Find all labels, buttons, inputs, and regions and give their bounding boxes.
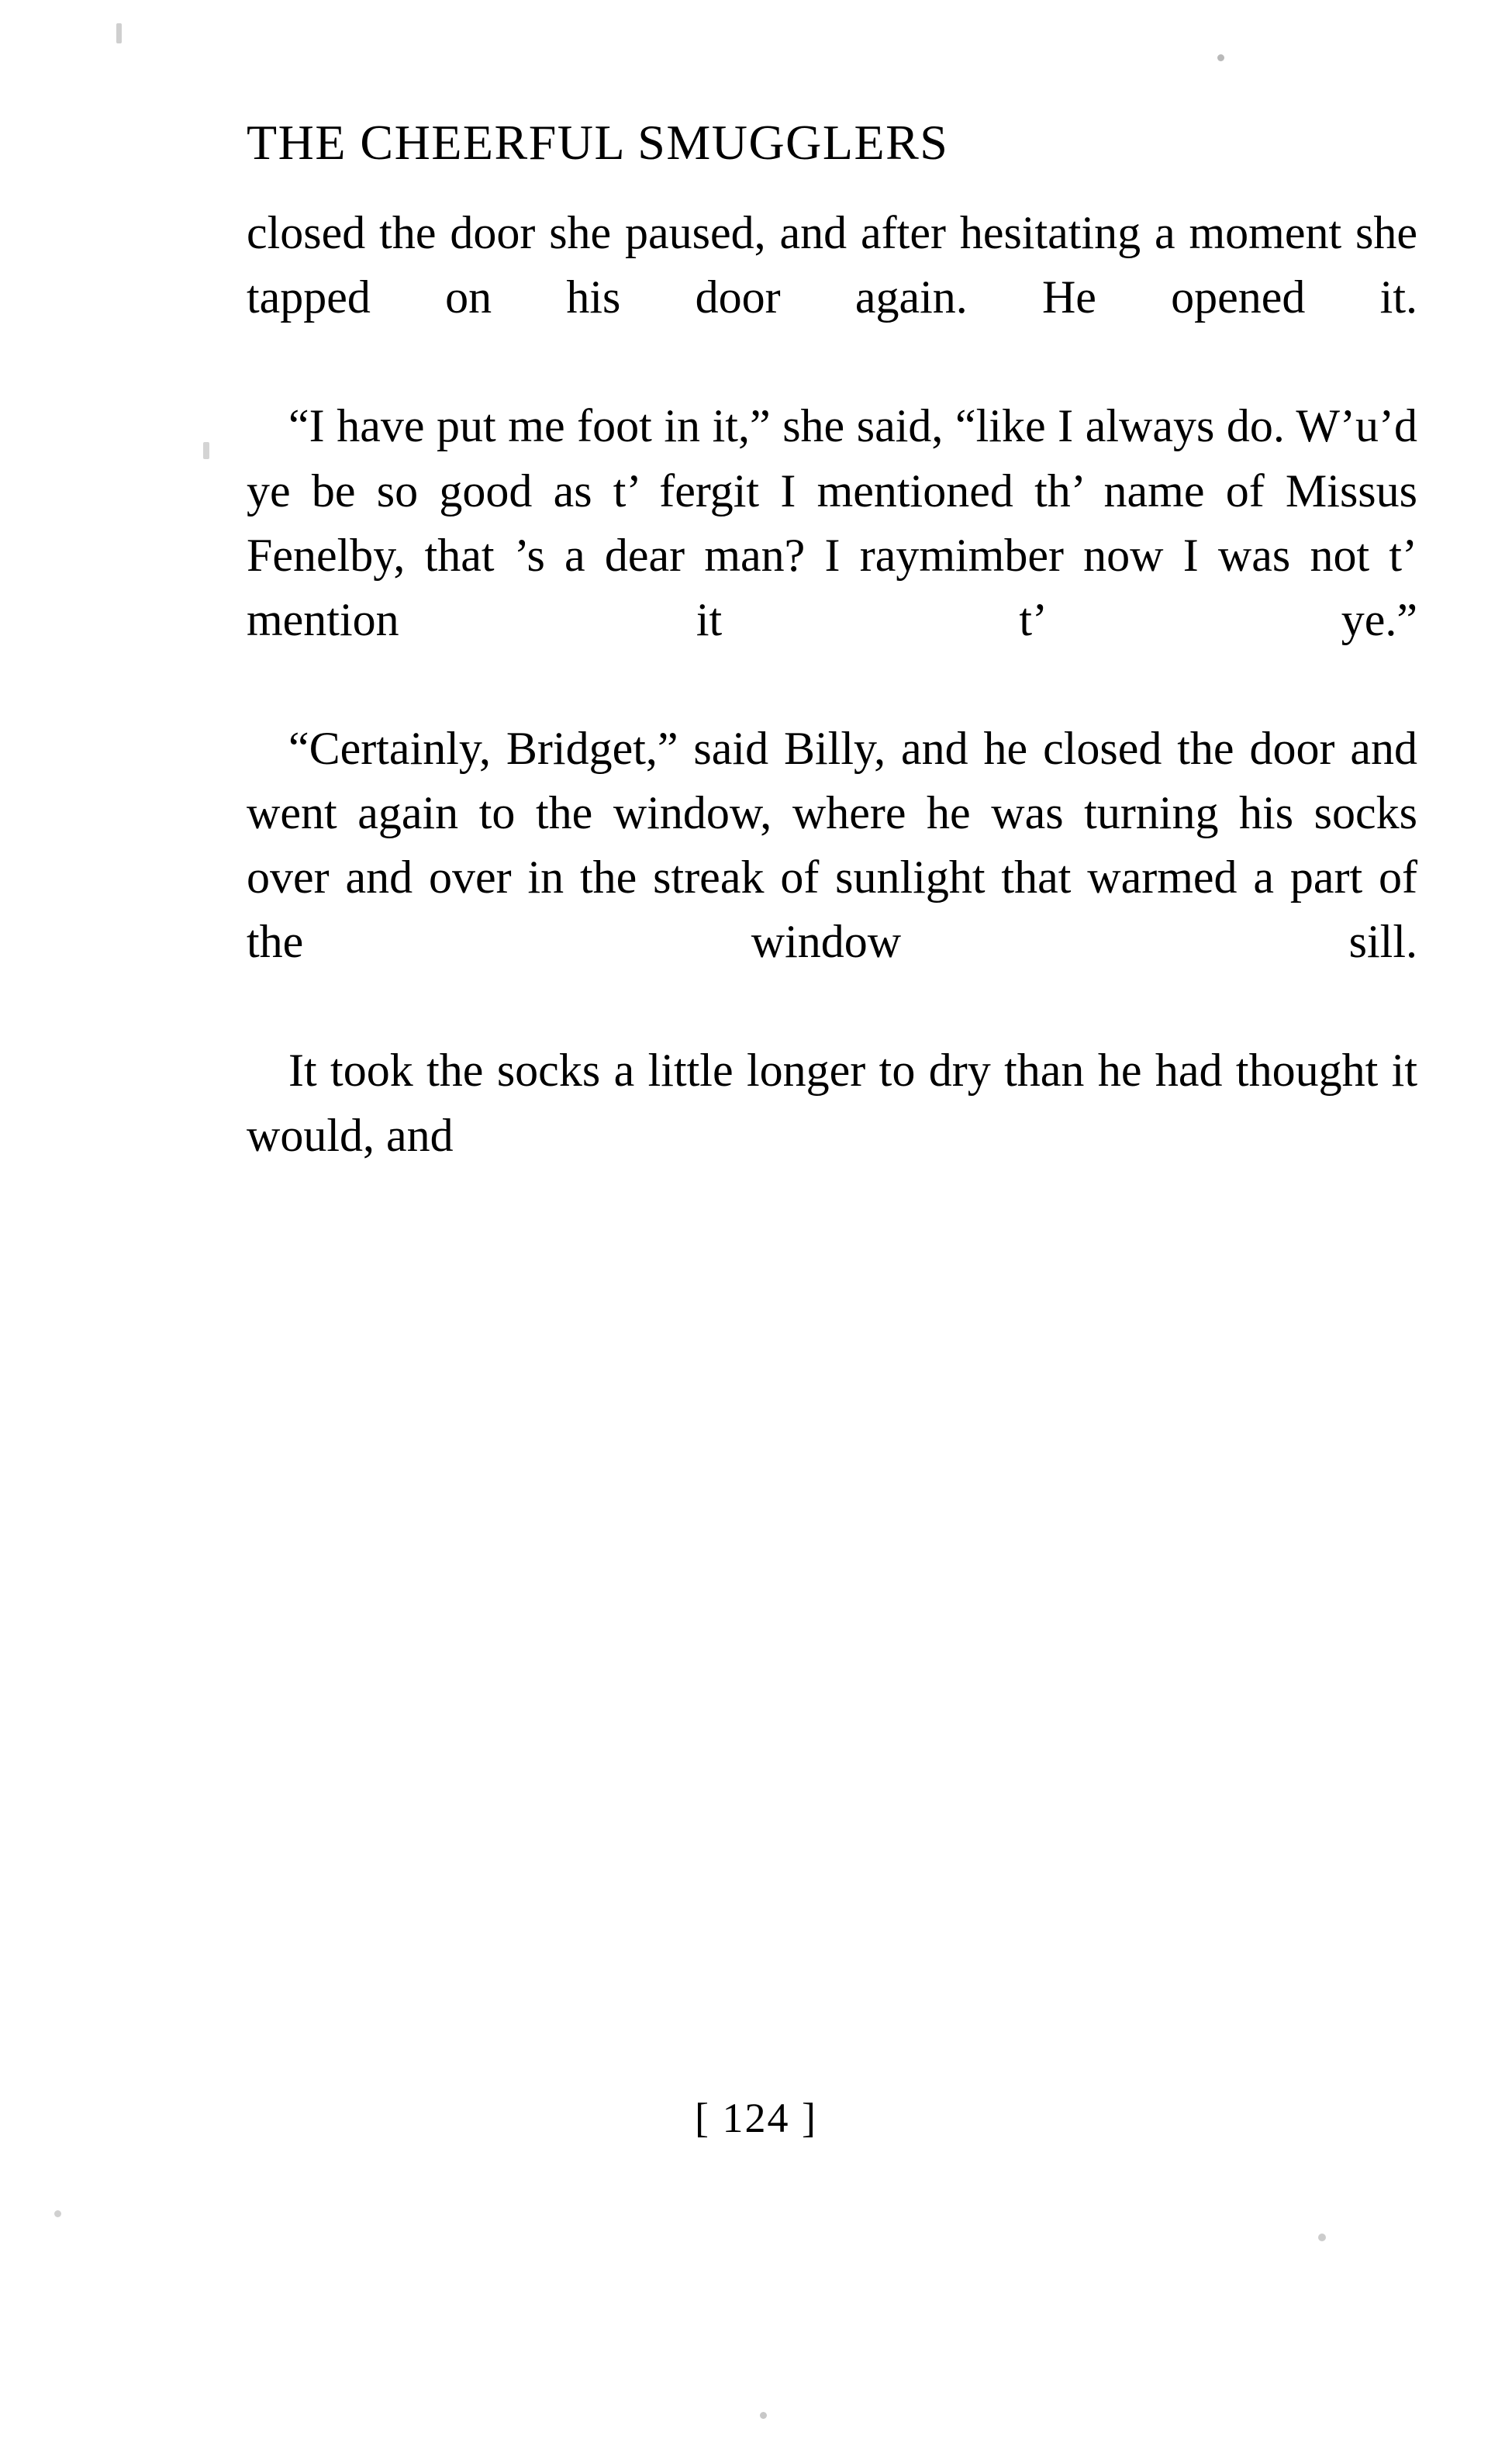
scan-artifact	[760, 2412, 767, 2419]
scan-artifact	[54, 2210, 61, 2217]
paragraph: “I have put me foot in it,” she said, “like I always do. W’u’d ye be so good as t’ fergit I mentioned th’ name of Missus Fenelby, that ’s a dear man? I raymimber now I was not t’ mention it t’ ye.”	[247, 400, 1417, 645]
scan-artifact	[1318, 2234, 1326, 2241]
page-number: [ 124 ]	[695, 2095, 817, 2141]
running-head: THE CHEERFUL SMUGGLERS	[247, 115, 949, 170]
paragraph: “Certainly, Bridget,” said Billy, and he closed the door and went again to the window, where he was turning his socks over and over in the streak of sunlight that warmed a part of the window sill.	[247, 722, 1417, 968]
scan-artifact	[203, 442, 209, 459]
text-block	[247, 116, 1417, 1168]
scan-artifact	[116, 23, 122, 43]
paragraph: closed the door she paused, and after hesitating a moment she tapped on his door again. He opened it.	[247, 207, 1417, 323]
paragraph: It took the socks a little longer to dry than he had thought it would, and	[247, 1045, 1417, 1161]
scan-artifact	[1217, 54, 1224, 61]
